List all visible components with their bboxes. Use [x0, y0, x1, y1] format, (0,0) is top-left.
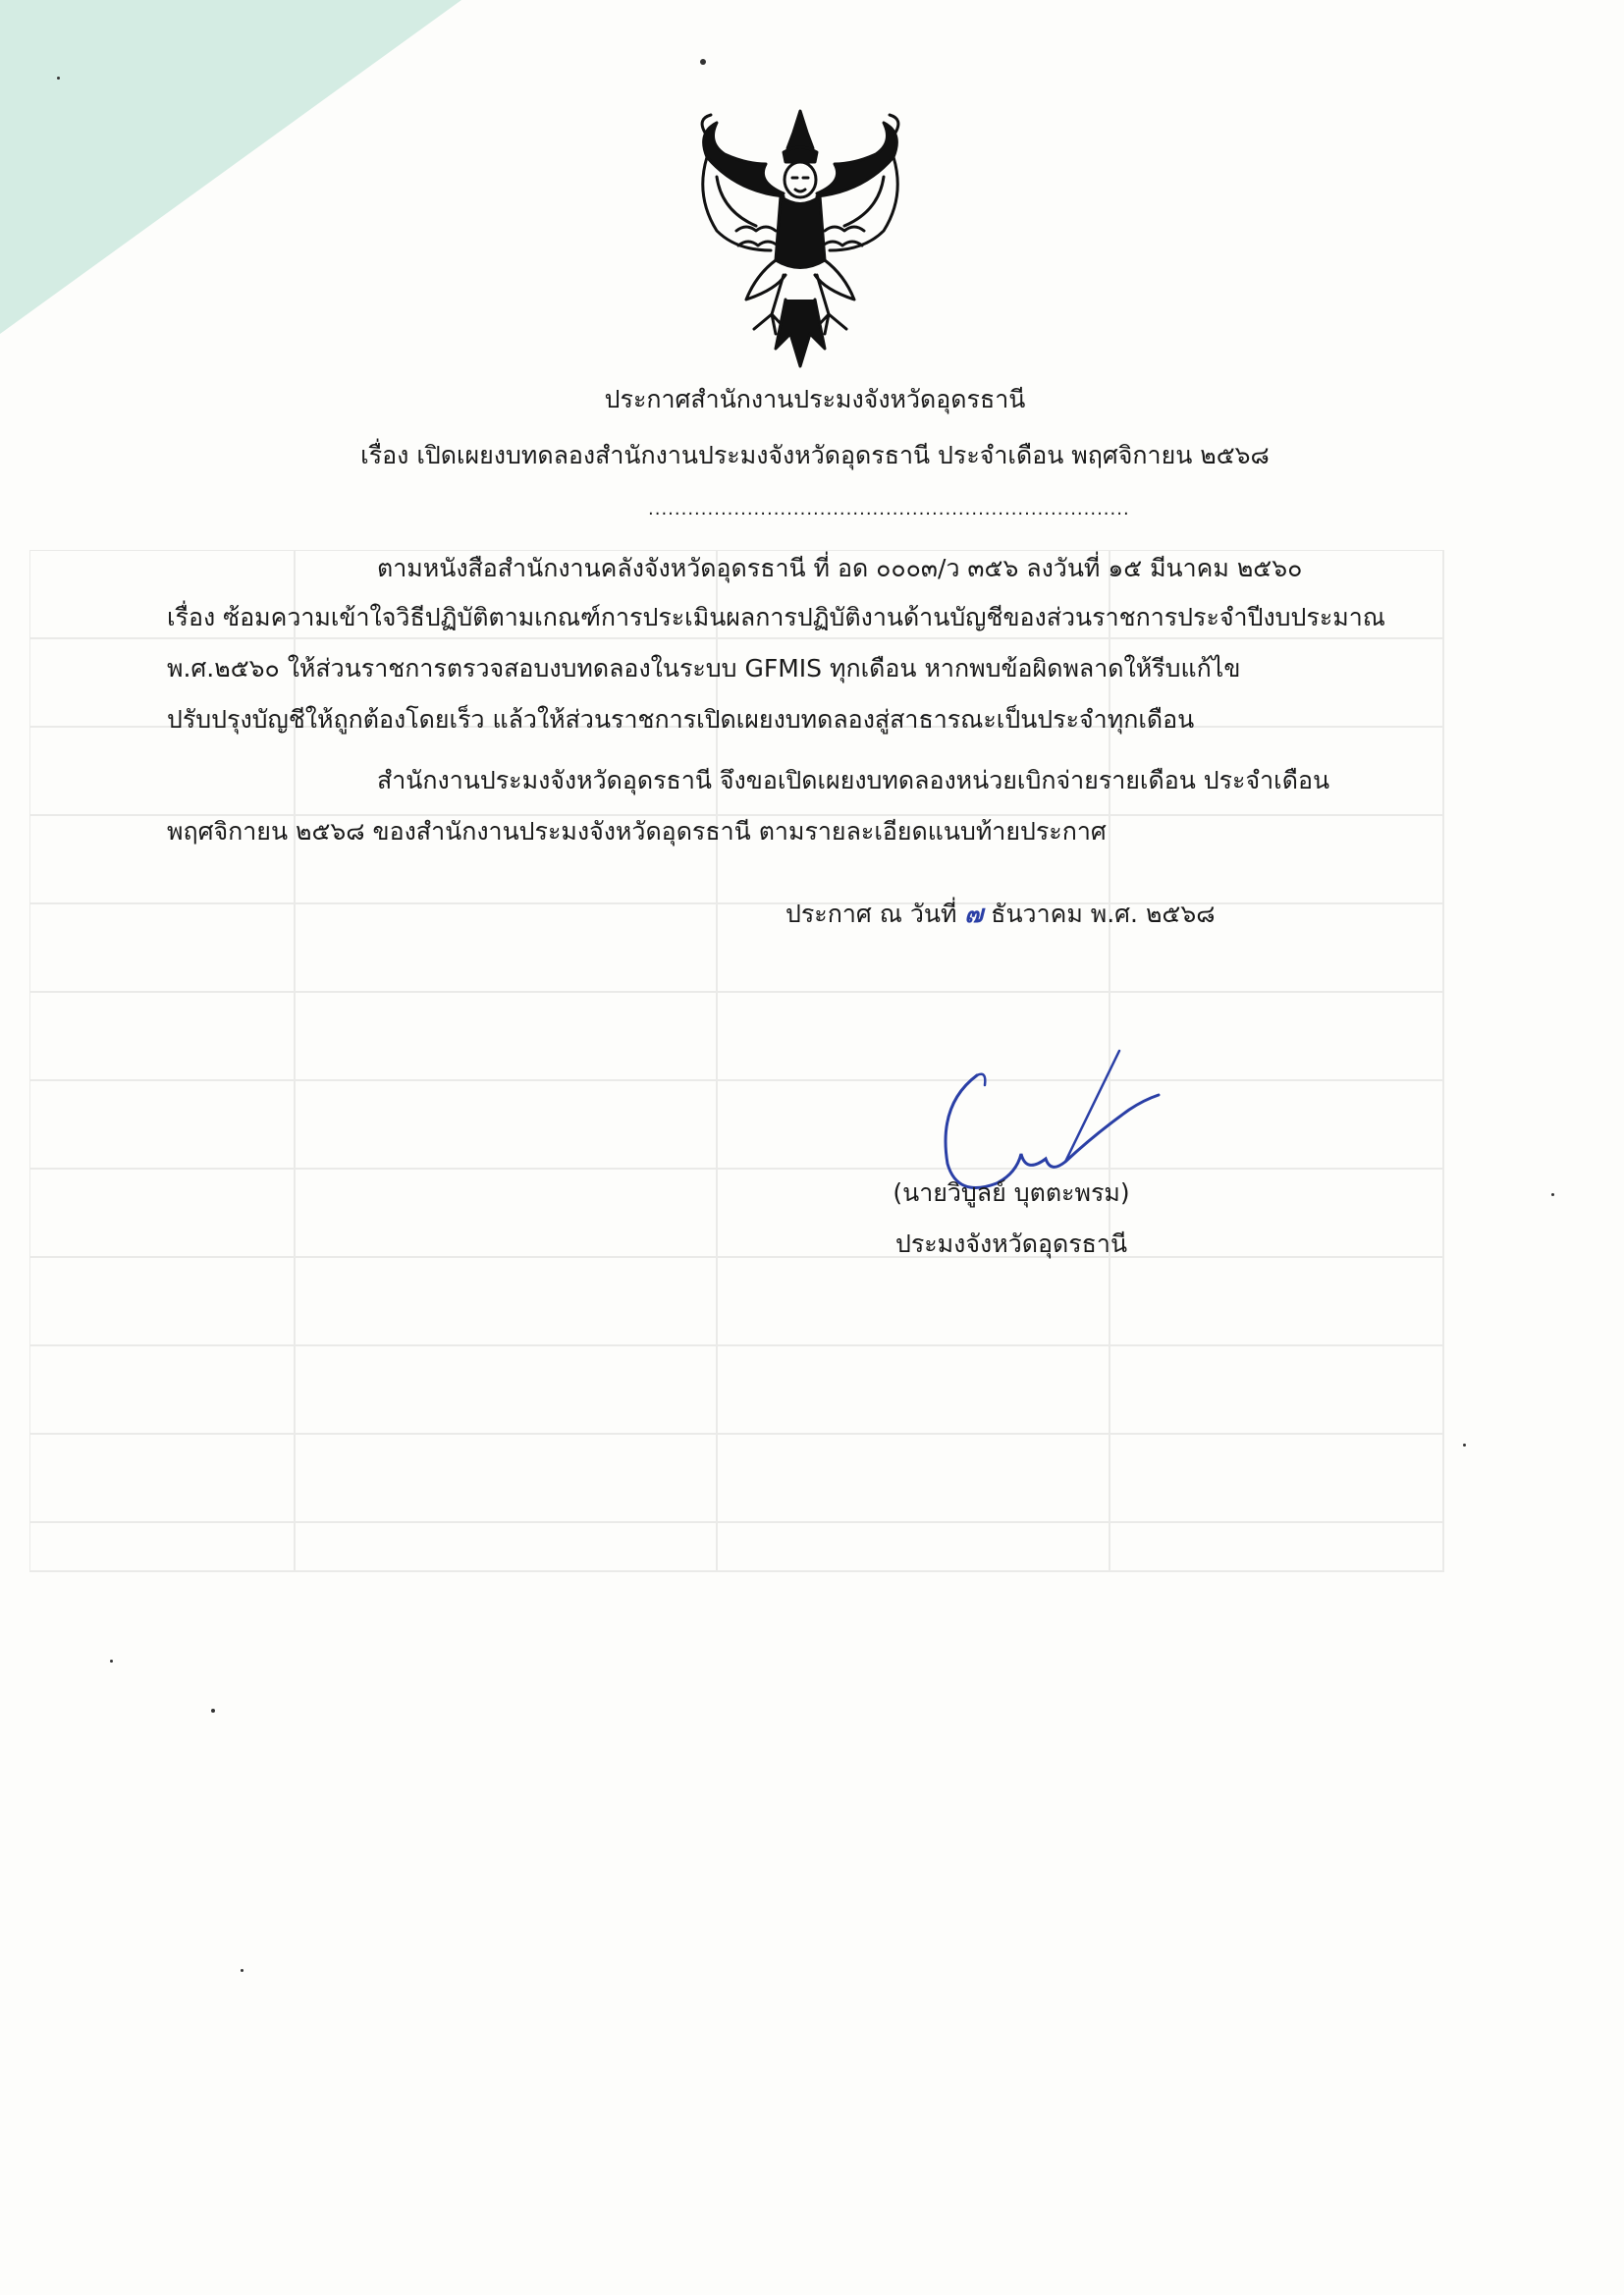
announcement-date-prefix: ประกาศ ณ วันที่	[785, 900, 965, 928]
body-line: ตามหนังสือสำนักงานคลังจังหวัดอุดรธานี ที่ อด ๐๐๐๓/ว ๓๕๖ ลงวันที่ ๑๕ มีนาคม ๒๕๖๐	[377, 554, 1303, 582]
body-line: พฤศจิกายน ๒๕๖๘ ของสำนักงานประมงจังหวัดอุดรธานี ตามรายละเอียดแนบท้ายประกาศ	[167, 817, 1107, 846]
speck	[1463, 1444, 1466, 1447]
announcement-date	[785, 898, 1216, 931]
body-line: เรื่อง ซ้อมความเข้าใจวิธีปฏิบัติตามเกณฑ์การประเมินผลการปฏิบัติงานด้านบัญชีของส่วนราชการประจำปีงบประมาณ	[167, 603, 1385, 631]
speck	[110, 1660, 113, 1663]
announcement-title: ประกาศสำนักงานประมงจังหวัดอุดรธานี	[604, 385, 1026, 413]
speck	[241, 1969, 244, 1972]
signatory-name: (นายวิบูลย์ บุตตะพรม)	[893, 1178, 1130, 1207]
title-separator: .........................................................................	[648, 499, 1130, 519]
signatory-position: ประมงจังหวัดอุดรธานี	[894, 1229, 1128, 1258]
speck	[1551, 1193, 1554, 1196]
announcement-date-suffix: ธันวาคม พ.ศ. ๒๕๖๘	[983, 900, 1216, 928]
body-line: ปรับปรุงบัญชีให้ถูกต้องโดยเร็ว แล้วให้ส่วนราชการเปิดเผยงบทดลองสู่สาธารณะเป็นประจำทุกเดือน	[167, 705, 1195, 734]
speck	[700, 59, 706, 65]
body-line: สำนักงานประมงจังหวัดอุดรธานี จึงขอเปิดเผยงบทดลองหน่วยเบิกจ่ายรายเดือน ประจำเดือน	[377, 766, 1330, 794]
speck	[57, 77, 60, 80]
announcement-subject: เรื่อง เปิดเผยงบทดลองสำนักงานประมงจังหวัดอุดรธานี ประจำเดือน พฤศจิกายน ๒๕๖๘	[360, 441, 1270, 469]
corner-tab	[0, 0, 461, 334]
body-line: พ.ศ.๒๕๖๐ ให้ส่วนราชการตรวจสอบงบทดลองในระบบ GFMIS ทุกเดือน หากพบข้อผิดพลาดให้รีบแก้ไข	[167, 654, 1241, 683]
speck	[211, 1709, 215, 1713]
garuda-emblem-icon	[677, 103, 923, 378]
announcement-day: ๗	[964, 900, 984, 928]
